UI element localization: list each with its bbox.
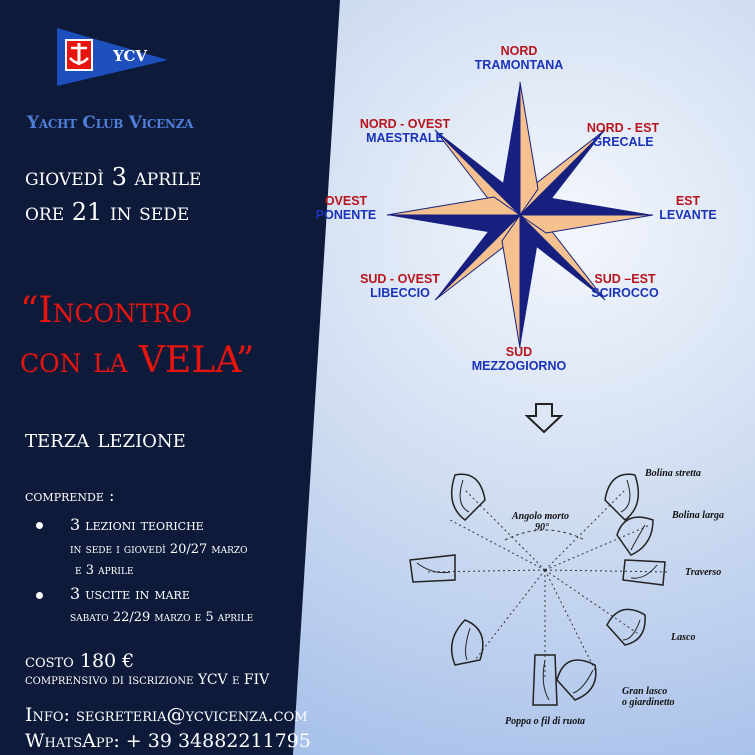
compass-label-southeast: [575, 272, 675, 300]
compass-wind: SCIROCCO: [591, 286, 659, 300]
info-email[interactable]: Info: segreteria@ycvicenza.com: [25, 704, 308, 726]
club-name: Yacht Club Vicenza: [27, 113, 194, 133]
burgee-text: YCV: [113, 47, 148, 65]
event-title-line1: “Incontro: [20, 290, 192, 331]
item-2-detail: sabato 22/29 marzo e 5 aprile: [70, 610, 254, 625]
includes-label: comprende :: [25, 486, 115, 505]
compass-label-southwest: [345, 272, 455, 300]
item-2-head: 3 uscite in mare: [70, 584, 190, 603]
boat-hulls: [410, 474, 668, 705]
item-1-head: 3 lezioni teoriche: [70, 515, 204, 534]
compass-dir: SUD - OVEST: [360, 272, 440, 286]
cost: costo 180 €: [25, 650, 135, 672]
running-label-1: Gran lasco: [622, 686, 668, 697]
compass-label-south: [459, 345, 579, 373]
lesson-label: terza lezione: [25, 424, 186, 454]
cost-note: comprensivo di iscrizione YCV e FIV: [25, 672, 270, 688]
compass-wind: MAESTRALE: [366, 131, 444, 145]
compass-dir: SUD: [505, 345, 533, 359]
compass-wind: LIBECCIO: [370, 286, 430, 300]
compass-wind: PONENTE: [315, 208, 377, 222]
down-arrow-icon: [524, 402, 564, 434]
event-title-line2: con la VELA”: [20, 340, 255, 381]
compass-label-east: [648, 194, 728, 222]
run-label: Poppa o fil di ruota: [505, 716, 586, 727]
item-1-detail: in sede i giovedì 20/27 marzo: [70, 542, 248, 557]
whatsapp-number[interactable]: WhatsApp: + 39 34882211795: [25, 730, 311, 752]
beam-reach-label: Traverso: [685, 567, 722, 578]
item-1-detail-2: e 3 aprile: [75, 563, 134, 578]
dead-angle-value: 90°: [535, 522, 549, 533]
broad-reach-label: Lasco: [671, 632, 696, 643]
compass-label-northwest: [345, 117, 465, 145]
running-label-2: o giardinetto: [622, 697, 675, 708]
dead-angle-label: Angolo morto: [512, 511, 569, 522]
compass-dir: NORD - OVEST: [359, 117, 451, 131]
compass-wind: MEZZOGIORNO: [471, 359, 567, 373]
close-reach-label: Bolina larga: [672, 510, 724, 521]
close-hauled-label: Bolina stretta: [645, 468, 701, 479]
compass-dir: EST: [675, 194, 701, 208]
compass-wind: GRECALE: [592, 135, 654, 149]
event-date: giovedì 3 aprile: [25, 163, 202, 191]
compass-dir: OVEST: [324, 194, 368, 208]
compass-label-north: [469, 44, 569, 72]
compass-dir: NORD - EST: [586, 121, 660, 135]
bullet-dot: [36, 592, 43, 599]
anchor-burgee-icon: [55, 26, 175, 88]
bullet-dot: [36, 522, 43, 529]
compass-dir: NORD: [500, 44, 538, 58]
compass-dir: SUD –EST: [594, 272, 656, 286]
compass-label-northeast: [573, 121, 673, 149]
compass-wind: LEVANTE: [659, 208, 717, 222]
compass-label-west: [301, 194, 391, 222]
compass-wind: TRAMONTANA: [474, 58, 564, 72]
event-time: ore 21 in sede: [25, 198, 190, 226]
